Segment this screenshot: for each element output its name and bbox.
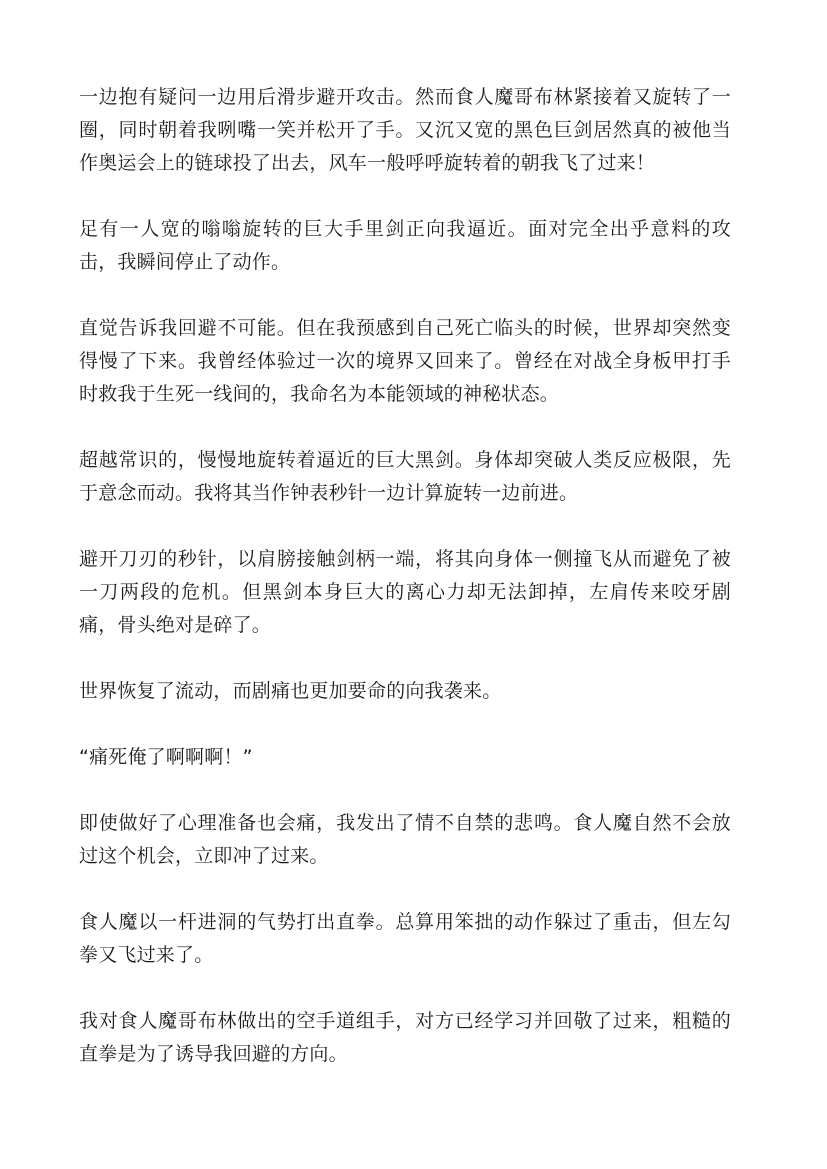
paragraph: 足有一人宽的嗡嗡旋转的巨大手里剑正向我逼近。面对完全出乎意料的攻击，我瞬间停止了动作。 (79, 218, 731, 273)
paragraph: 一边抱有疑问一边用后滑步避开攻击。然而食人魔哥布林紧接着又旋转了一圈，同时朝着我咧嘴一笑并松开了手。又沉又宽的黑色巨剑居然真的被他当作奥运会上的链球投了出去，风车一般呼呼旋转着的朝我飞了过来！ (79, 86, 731, 174)
paragraph: 食人魔以一杆进洞的气势打出直拳。总算用笨拙的动作躲过了重击，但左勾拳又飞过来了。 (79, 911, 731, 966)
paragraph: 避开刀刃的秒针，以肩膀接触剑柄一端，将其向身体一侧撞飞从而避免了被一刀两段的危机。但黑剑本身巨大的离心力却无法卸掉，左肩传来咬牙剧痛，骨头绝对是碎了。 (79, 548, 731, 636)
body-text (79, 81, 731, 1104)
paragraph: 直觉告诉我回避不可能。但在我预感到自己死亡临头的时候，世界却突然变得慢了下来。我曾经体验过一次的境界又回来了。曾经在对战全身板甲打手时救我于生死一线间的，我命名为本能领域的神秘状态。 (79, 317, 731, 405)
paragraph: 我对食人魔哥布林做出的空手道组手，对方已经学习并回敬了过来，粗糙的直拳是为了诱导我回避的方向。 (79, 1010, 731, 1065)
paragraph: 世界恢复了流动，而剧痛也更加要命的向我袭来。 (79, 680, 502, 702)
dialogue-line: “痛死俺了啊啊啊！” (79, 746, 253, 768)
paragraph: 即使做好了心理准备也会痛，我发出了情不自禁的悲鸣。食人魔自然不会放过这个机会，立即冲了过来。 (79, 812, 731, 867)
paragraph: 超越常识的，慢慢地旋转着逼近的巨大黑剑。身体却突破人类反应极限，先于意念而动。我将其当作钟表秒针一边计算旋转一边前进。 (79, 449, 731, 504)
